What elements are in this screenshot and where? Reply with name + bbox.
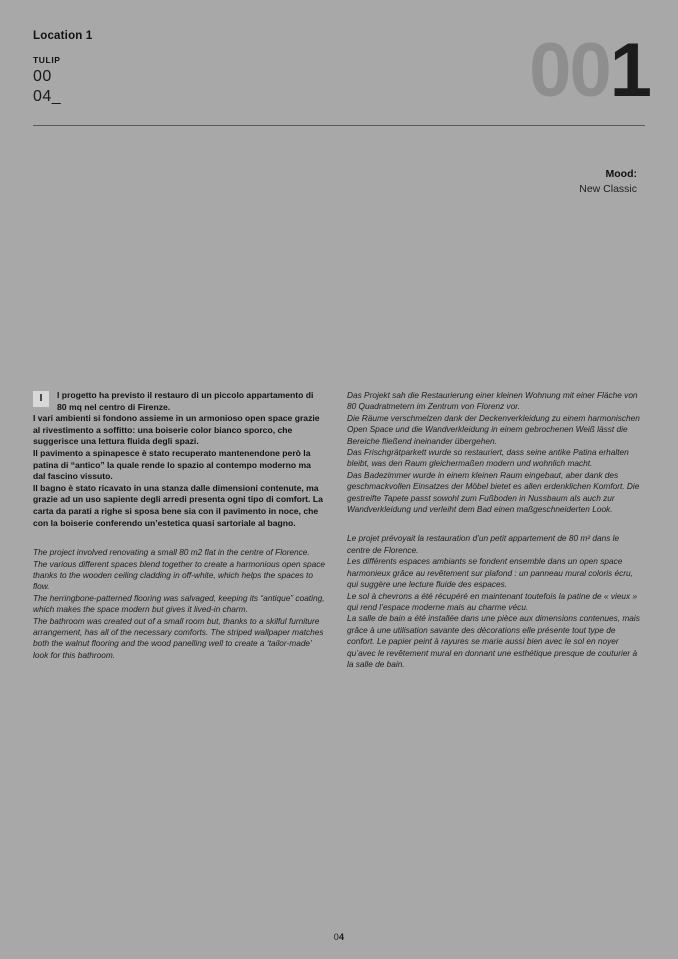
- mood-block: [579, 167, 637, 197]
- dropcap: I: [33, 391, 49, 407]
- section-number-line-2: 04_: [33, 88, 62, 105]
- english-paragraph-4: The bathroom was created out of a small room but, thanks to a skilful furniture arrangement, has all of the necessary comforts. The striped wallpaper matches both the walnut flooring and the wood panelling well to create a ‘tailor-made’ look for this bathroom.: [33, 615, 324, 660]
- large-page-number-last: 1: [609, 28, 650, 113]
- header-divider: [33, 125, 645, 126]
- english-paragraph-1: The project involved renovating a small 80 m2 flat in the centre of Florence.: [33, 547, 310, 558]
- italian-paragraph-1: l progetto ha previsto il restauro di un piccolo appartamento di 80 mq nel centro di Firenze.: [57, 390, 314, 412]
- german-paragraph-1: Das Projekt sah die Restaurierung einer kleinen Wohnung mit einer Fläche von 80 Quadratmetern im Zentrum von Florenz vor.: [347, 390, 638, 412]
- text-column-right: [347, 390, 643, 670]
- italian-paragraph-3: Il pavimento a spinapesce è stato recuperato mantenendone però la patina di “antico” la quale rende lo spazio al contempo moderno ma dal fascino vissuto.: [33, 447, 311, 482]
- french-paragraph-2: Les différents espaces ambiants se fondent ensemble dans un open space harmonieux grâce au revêtement sur plafond : un panneau mural coloris écru, qui suggère une lecture fluide des espaces.: [347, 556, 633, 590]
- footer-page-digit: 4: [339, 932, 345, 942]
- french-paragraph-1: Le projet prévoyait la restauration d’un petit appartement de 80 m² dans le centre de Florence.: [347, 533, 620, 555]
- large-page-number-prefix: 00: [529, 28, 610, 113]
- english-paragraph-3: The herringbone-patterned flooring was salvaged, keeping its “antique” coating, which makes the space modern but gives it lived-in charm.: [33, 592, 325, 615]
- french-paragraph-3: Le sol à chevrons a été récupéré en maintenant toutefois la patine de « vieux » qui rend l’espace moderne mais au charme vécu.: [347, 590, 638, 612]
- french-paragraph-4: La salle de bain a été installée dans une pièce aux dimensions contenues, mais grâce à une utilisation savante des décorations elle présente tout type de confort. Le papier peint à rayures se marie aussi bien avec le sol en noyer qu’avec le revêtement mural en donnant une esthétique presque de couturier à la salle de bain.: [347, 613, 640, 669]
- collection-label: TULIP: [33, 55, 61, 65]
- large-page-number: [529, 28, 650, 113]
- german-paragraph-3: Das Frischgrätparkett wurde so restauriert, dass seine antike Patina erhalten bleibt, was den Raum gleichermaßen modern und wohnlich macht.: [347, 447, 629, 469]
- german-paragraph-4: Das Badezimmer wurde in einem kleinen Raum eingebaut, aber dank des geschmackvollen Einsatzes der Möbel bietet es allen erdenklichen Komfort. Die gestreifte Tapete passt sowohl zum Fußboden in Nussbaum als auch zur Wandverkleidung und verleiht dem Bad einen maßgeschneiderten Look.: [347, 469, 640, 515]
- footer-page-number: [0, 932, 678, 942]
- german-paragraph-2: Die Räume verschmelzen dank der Deckenverkleidung zu einem harmonischen Open Space und die Wandverkleidung in einem gebrochenen Weiß lässt die Bereiche fließend ineinander übergehen.: [347, 412, 640, 446]
- mood-value: New Classic: [579, 183, 637, 195]
- text-column-left: [33, 390, 325, 661]
- section-number-line-1: 00: [33, 68, 52, 85]
- english-paragraph-2: The various different spaces blend together to create a harmonious open space thanks to the wooden ceiling cladding in off-white, which helps the spaces to flow.: [33, 558, 325, 592]
- footer-page-prefix: 0: [333, 932, 339, 942]
- page-title: Location 1: [33, 30, 93, 42]
- mood-label: Mood:: [605, 168, 637, 180]
- italian-paragraph-4: Il bagno è stato ricavato in una stanza dalle dimensioni contenute, ma grazie ad un uso sapiente degli arredi presenta ogni tipo di comfort. La carta da parati a righe si sposa bene sia con il pavimento in noce, che con la boiserie conferendo un’estetica quasi sartoriale al bagno.: [33, 482, 323, 528]
- italian-paragraph-2: I vari ambienti si fondono assieme in un armonioso open space grazie al rivestimento a soffitto: una boiserie color bianco sporco, che suggerisce una lettura fluida degli spazi.: [33, 413, 320, 447]
